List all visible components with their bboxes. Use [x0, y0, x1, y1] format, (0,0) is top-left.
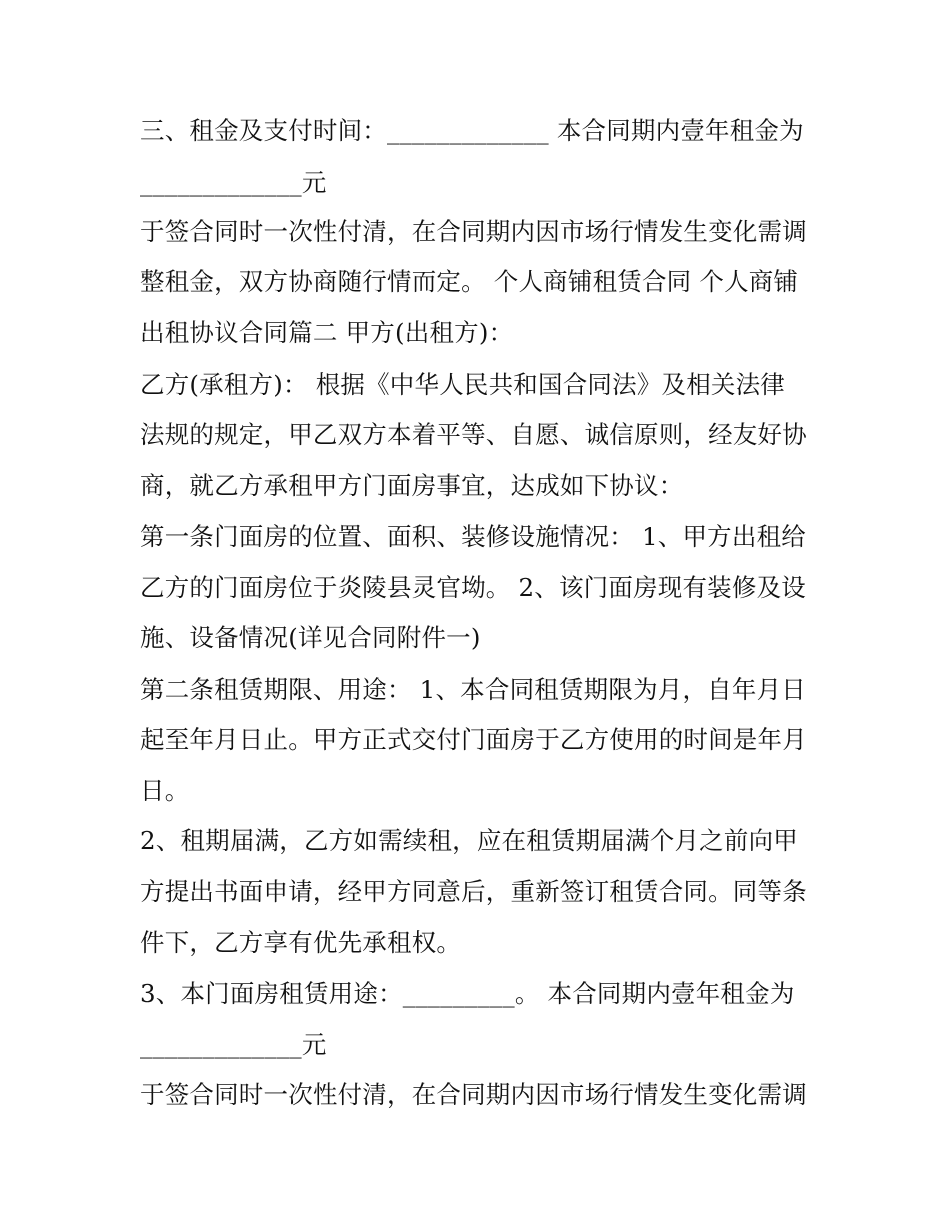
- text-line: 出租协议合同篇二 甲方(出租方)：: [140, 318, 514, 347]
- text-line: 方提出书面申请，经甲方同意后，重新签订租赁合同。同等条: [140, 877, 807, 906]
- text-line: 第二条租赁期限、用途： 1、本合同租赁期限为月，自年月日: [140, 675, 806, 704]
- text-line: 乙方的门面房位于炎陵县灵官坳。 2、该门面房现有装修及设: [140, 573, 806, 602]
- text-line: 起至年月日止。甲方正式交付门面房于乙方使用的时间是年月: [140, 725, 807, 754]
- text-line: 于签合同时一次性付清，在合同期内因市场行情发生变化需调: [140, 217, 807, 246]
- text-line: 整租金，双方协商随行情而定。 个人商铺租赁合同 个人商铺: [140, 267, 799, 296]
- text-line: _____________元: [140, 1030, 327, 1059]
- text-line: 第一条门面房的位置、面积、装修设施情况： 1、甲方出租给: [140, 522, 806, 551]
- text-line: 件下，乙方享有优先承租权。: [140, 928, 462, 957]
- text-line: 三、租金及支付时间：_____________ 本合同期内壹年租金为: [140, 116, 804, 145]
- text-line: 3、本门面房租赁用途：_________。 本合同期内壹年租金为: [140, 979, 795, 1008]
- text-line: 法规的规定，甲乙双方本着平等、自愿、诚信原则，经友好协: [140, 420, 807, 449]
- text-line: 于签合同时一次性付清，在合同期内因市场行情发生变化需调: [140, 1080, 807, 1109]
- text-line: 日。: [140, 776, 190, 805]
- text-line: _____________元: [140, 168, 327, 197]
- text-line: 乙方(承租方)： 根据《中华人民共和国合同法》及相关法律: [140, 370, 786, 399]
- text-line: 2、租期届满，乙方如需续租，应在租赁期届满个月之前向甲: [140, 826, 798, 855]
- text-line: 施、设备情况(详见合同附件一): [140, 623, 481, 652]
- text-line: 商，就乙方承租甲方门面房事宜，达成如下协议：: [140, 471, 684, 500]
